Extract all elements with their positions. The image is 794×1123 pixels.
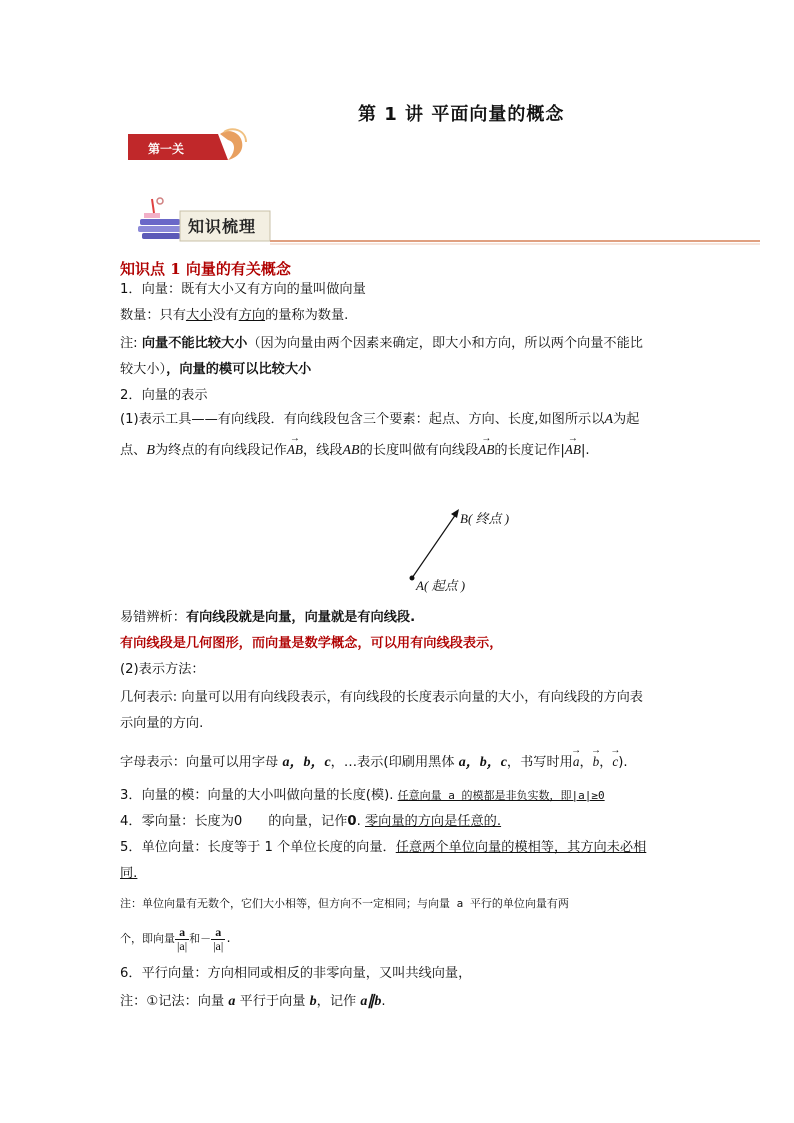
letter-representation <box>120 752 628 773</box>
note-compare <box>120 334 643 354</box>
end-point-label: B( 终点 ) <box>460 511 510 526</box>
fraction-denominator: |a| <box>177 938 188 953</box>
text-run: 3．向量的模：向量的大小叫做向量的长度(模). <box>120 788 394 803</box>
start-point-label: A( 起点 ) <box>416 578 466 593</box>
math-var: a，b，c <box>458 755 507 770</box>
note-compare-cont <box>120 360 311 380</box>
text-run: 点、 <box>120 443 147 458</box>
text-run: ，记作 <box>316 994 361 1009</box>
text-run: 较大小） <box>120 362 167 377</box>
text-run: 的长度叫做有向线段 <box>359 443 479 458</box>
section-banner <box>130 195 770 250</box>
text-run: 的向量，记作 <box>268 814 348 829</box>
text-run: 注：①记法：向量 <box>120 994 229 1009</box>
level-banner <box>128 128 248 164</box>
math-var: a，b，c <box>282 755 331 770</box>
math-var: A <box>604 412 613 427</box>
text-run: 没有 <box>212 308 239 323</box>
fraction-numerator: a <box>175 926 189 940</box>
math-var: a∥b <box>360 994 382 1009</box>
vector-magnitude <box>120 786 605 806</box>
text-run: ， <box>579 755 593 770</box>
text-run: 为起 <box>613 412 640 427</box>
math-var: b <box>309 994 317 1009</box>
geometric-representation: 几何表示: 向量可以用有向线段表示，有向线段的长度表示向量的大小，有向线段的方向表 <box>120 690 643 705</box>
start-point <box>410 576 415 581</box>
text-run: 5．单位向量：长度等于 1 个单位长度的向量． <box>120 840 396 855</box>
segment-line <box>412 514 456 578</box>
knowledge-point-heading: 知识点 1 向量的有关概念 <box>120 260 291 278</box>
text-run: (1)表示工具——有向线段．有向线段包含三个要素：起点、方向、长度,如图所示以 <box>120 412 605 427</box>
fraction <box>211 926 225 953</box>
parallel-notation <box>120 992 386 1012</box>
level-banner-text: 第一关 <box>148 142 185 156</box>
unit-vector <box>120 838 646 858</box>
method-heading: (2)表示方法： <box>120 662 205 677</box>
text-run: 注: <box>120 336 142 351</box>
text-run: ，线段 <box>302 443 343 458</box>
bold-text: ，向量的模可以比较大小 <box>166 362 312 377</box>
text-run: . <box>356 814 361 829</box>
text-run: 个，即向量 <box>120 932 175 945</box>
underlined-text: 零向量的方向是任意的. <box>365 814 502 829</box>
math-value: 0 <box>233 814 243 829</box>
unit-vector-note-cont <box>120 922 232 956</box>
definition-vector: 1．向量：既有大小又有方向的量叫做向量 <box>120 282 366 297</box>
bold-text: 有向线段就是向量，向量就是有向线段. <box>185 610 416 625</box>
geometric-representation-cont: 示向量的方向. <box>120 716 204 731</box>
text-run: 平行于向量 <box>235 994 310 1009</box>
math-var: a <box>228 994 236 1009</box>
underlined-text: 任意两个单位向量的模相等，其方向未必相 <box>395 840 647 855</box>
text-run: （因为向量由两个因素来确定，即大小和方向，所以两个向量不能比 <box>247 336 643 351</box>
arrow-head <box>451 509 459 518</box>
zero-vector <box>120 812 501 832</box>
text-run: 字母表示：向量可以用字母 <box>120 755 283 770</box>
representation-heading: 2．向量的表示 <box>120 388 208 403</box>
text-run: 易错辨析： <box>120 610 186 625</box>
page-title: 第 1 讲 平面向量的概念 <box>358 104 565 125</box>
level-banner-graphic <box>128 128 248 164</box>
text-run: . <box>381 994 386 1009</box>
text-run: ， <box>599 755 613 770</box>
underlined-text: 方向 <box>238 308 266 323</box>
text-run: 为终点的有向线段记作 <box>154 443 287 458</box>
text-run: |. <box>580 443 590 458</box>
math-value: 0 <box>347 814 357 829</box>
math-var: AB <box>342 443 360 458</box>
text-run: 数量：只有 <box>120 308 186 323</box>
unit-vector-note: 注：单位向量有无数个，它们大小相等，但方向不一定相同；与向量 a 平行的单位向量有两 <box>120 897 569 910</box>
text-run: 4．零向量：长度为 <box>120 814 234 829</box>
representation-tool-cont <box>120 440 590 461</box>
unit-vector-cont: 同. <box>120 866 138 881</box>
vector-symbol: → AB <box>478 440 494 460</box>
vector-symbol: → AB <box>287 440 303 460</box>
text-run: . <box>225 932 232 945</box>
vector-symbol: → c <box>612 752 618 772</box>
fraction <box>175 926 189 953</box>
text-run: 和－ <box>189 932 212 945</box>
definition-scalar <box>120 306 348 326</box>
underlined-text: 任意向量 a 的模都是非负实数，即|a|≥0 <box>397 789 605 802</box>
underlined-text: 大小 <box>185 308 213 323</box>
bold-text: 向量不能比较大小 <box>141 336 248 351</box>
fraction-numerator: a <box>211 926 225 940</box>
common-mistake <box>120 608 415 628</box>
text-run: ，书写时用 <box>506 755 573 770</box>
text-run: ，…表示(印刷用黑体 <box>330 755 459 770</box>
math-var: B <box>146 443 155 458</box>
text-run: 的量称为数量. <box>265 308 349 323</box>
parallel-vectors: 6．平行向量：方向相同或相反的非零向量，又叫共线向量， <box>120 966 472 981</box>
text-run: 的长度记作| <box>494 443 565 458</box>
representation-tool <box>120 410 639 430</box>
fraction-denominator: |a| <box>213 938 224 953</box>
vector-symbol: → a <box>573 752 580 772</box>
section-banner-text: 知识梳理 <box>188 217 257 236</box>
vector-symbol: → b <box>593 752 600 772</box>
mistake-explanation: 有向线段是几何图形，而向量是数学概念，可以用有向线段表示， <box>120 636 503 651</box>
vector-symbol: → AB <box>565 440 581 460</box>
text-run: ). <box>618 755 628 770</box>
